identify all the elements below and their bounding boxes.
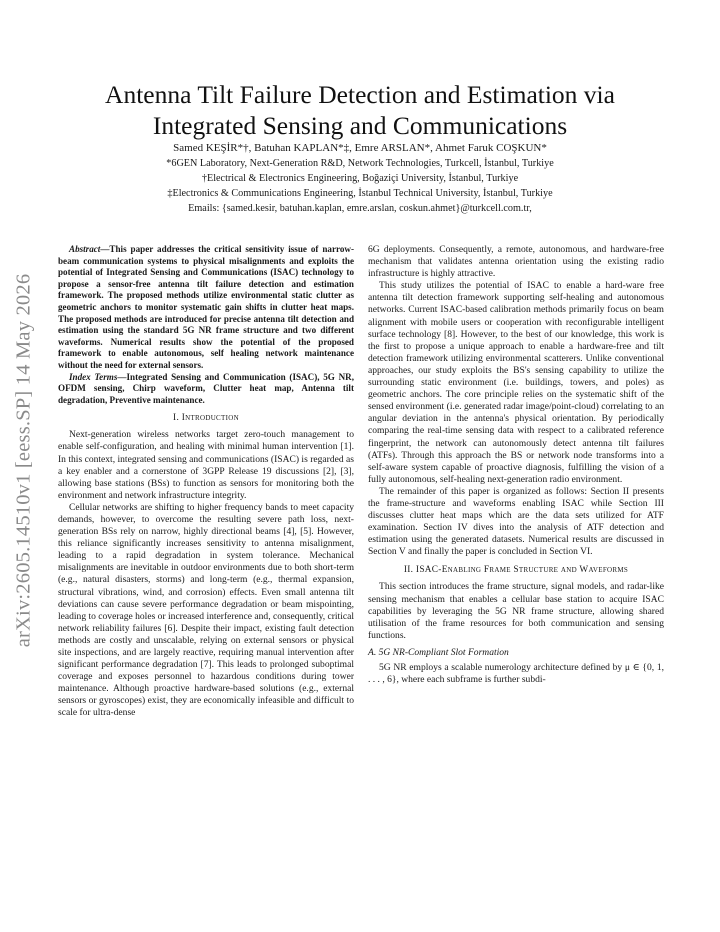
intro-paragraph-2: Cellular networks are shifting to higher frequency bands to meet capacity demands, however, to overcome the resulting severe path loss, next-generation BSs rely on narrow, highly directional beams [4], [5]. However, this reliance significantly increases sensitivity to antenna misalignment, leading to a rapid degradation in system tolerance. Mechanical misalignments are inevitable in outdoor environments due to both short-term (e.g., natural disasters, storms) and long-term (e.g., thermal expansion, structural vibrations, wind, and corrosion) effects. Even small antenna tilt deviations can cause severe performance degradation or beam mispointing, leading to coverage holes or increased interference and, consequently, critical network reliability failures [6]. Despite their impact, existing fault detection methods are costly and unscalable, relying on external sensors or physical site inspections, and are largely reactive, requiring manual intervention after significant performance degradation [7]. This leads to prolonged suboptimal coverage and exposes personnel to hazardous conditions during tower maintenance. Although proactive hardware-based solutions (e.g., external sensors or gyroscopes) exist, they are economically infeasible and difficult to scale for ultra-dense (58, 501, 354, 719)
author-block (60, 141, 660, 216)
author-emails: Emails: {samed.kesir, batuhan.kaplan, emre.arslan, coskun.ahmet}@turkcell.com.tr, (188, 203, 532, 214)
intro-paragraph-2-continued: 6G deployments. Consequently, a remote, autonomous, and hardware-free mechanism that validates antenna orientation using the existing radio infrastructure is highly attractive. (368, 244, 664, 280)
abstract (58, 244, 354, 372)
abstract-text: —This paper addresses the critical sensitivity issue of narrow-beam communication systems to physical misalignments and exploits the potential of Integrated Sensing and Communications (ISAC) technology to propose a sensor-free antenna tilt failure detection and estimation framework. The proposed methods utilize environmental static clutter as geometric anchors to monitor systematic gain shifts in clutter heat maps. The proposed methods are introduced for precise antenna tilt detection and estimation using the standard 5G NR frame structure and two different waveforms. Numerical results show the potential of the proposed framework to enable autonomous, self healing network maintenance without the need for external sensors. (58, 244, 354, 370)
intro-paragraph-1: Next-generation wireless networks target zero-touch management to enable self-configuration, and healing with minimal human intervention [1]. In this context, integrated sensing and communications (ISAC) is regarded as a key enabler and a cornerstone of 3GPP Release 19 discussions [2], [3], allowing base stations (BSs) to function as sensors for monitoring both the environment and network infrastructure integrity. (58, 429, 354, 501)
author-names: Samed KEŞİR*†, Batuhan KAPLAN*‡, Emre ARSLAN*, Ahmet Faruk COŞKUN* (173, 142, 547, 154)
affiliation-2: †Electrical & Electronics Engineering, Boğaziçi University, İstanbul, Turkiye (201, 173, 519, 184)
affiliation-3: ‡Electronics & Communications Engineering, İstanbul Technical University, İstanbul, Turkiye (167, 188, 553, 199)
abstract-lead: Abstract (69, 244, 101, 254)
section-heading-frame-structure: II. ISAC-Enabling Frame Structure and Waveforms (403, 565, 629, 576)
section-heading-introduction: I. Introduction (173, 413, 239, 424)
right-column (368, 244, 664, 686)
paper-title: Antenna Tilt Failure Detection and Estimation via Integrated Sensing and Communications (105, 80, 615, 141)
left-column (58, 244, 354, 720)
intro-paragraph-3: This study utilizes the potential of ISAC to enable a hard-ware free antenna tilt detection framework supporting self-healing and autonomous networks. Current ISAC-based calibration methods primarily focus on beam alignment with mobile users or cooperation with reconfigurable intelligent surface technology [8]. However, to the best of our knowledge, this work is the first to propose a unique approach to enable a hardware-free and tilt detection framework utilizing environmental scatterers. Unlike conventional approaches, our study exploits the BS's sensing capability to utilize the surrounding static environment (i.e. buildings, towers, and poles) as geometric anchors. The core principle relies on the systematic shift of the sensed environment (i.e. generated radar image/point-cloud) correlating to an angular deviation in the antenna's physical orientation. By periodically comparing the real-time sensing data with respect to a calibrated reference fingerprint, the network can autonomously detect antenna tilt failures (ATFs). Through this approach the BS or network node transforms into a self-aware system capable of proactive diagnosis, fulfilling the vision of a fully autonomous, self-healing next-generation radio environment. (368, 280, 664, 485)
arxiv-identifier (4, 250, 44, 670)
arxiv-identifier-text: arXiv:2605.14510v1 [eess.SP] 14 May 2026 (12, 273, 35, 647)
affiliation-1: *6GEN Laboratory, Next-Generation R&D, Network Technologies, Turkcell, İstanbul, Turkiye (166, 158, 554, 169)
intro-paragraph-4: The remainder of this paper is organized as follows: Section II presents the frame-structure and waveforms enabling ISAC while Section III discusses clutter heat maps which are the data sets utilized for ATF examination. Section IV dives into the analysis of ATF detection and estimation using the generated datasets. Numerical results are discussed in Section V and finally the paper is concluded in Section VI. (368, 485, 664, 558)
subsection-a-paragraph-1: 5G NR employs a scalable numerology architecture defined by μ ∈ {0, 1, . . . , 6}, where each subframe is further subdi- (368, 661, 664, 685)
subsection-heading-slot-formation: A. 5G NR-Compliant Slot Formation (368, 646, 509, 658)
section2-paragraph-1: This section introduces the frame structure, signal models, and radar-like sensing mechanism that enables a cellular base station to acquire ISAC capabilities by leveraging the 5G NR frame structure, allowing shared utilisation of the frame resources for both communication and sensing functions. (368, 581, 664, 641)
index-terms-text: —Integrated Sensing and Communication (ISAC), 5G NR, OFDM sensing, Chirp waveform, Clutter heat map, Antenna tilt degradation, Preventive maintenance. (58, 371, 354, 405)
index-terms (58, 372, 354, 407)
index-terms-lead: Index Terms (69, 371, 118, 382)
